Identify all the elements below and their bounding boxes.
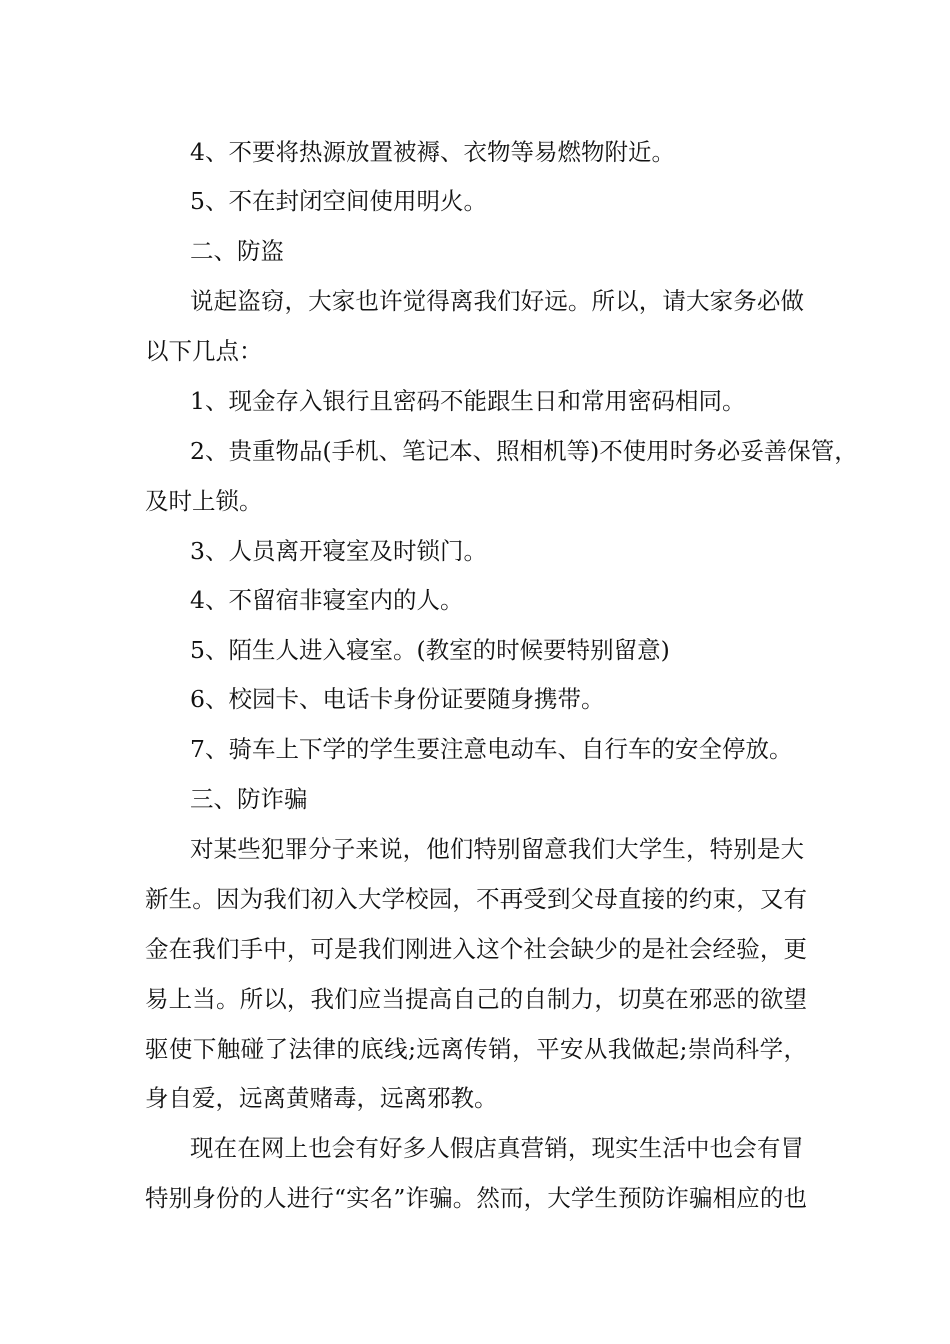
list-item-theft-4: 4、不留宿非寝室内的人。 <box>190 586 464 614</box>
list-item-theft-6: 6、校园卡、电话卡身份证要随身携带。 <box>190 685 605 713</box>
list-item-theft-7: 7、骑车上下学的学生要注意电动车、自行车的安全停放。 <box>190 735 793 763</box>
paragraph-line: 驱使下触碰了法律的底线;远离传销，平安从我做起;崇尚科学， <box>145 1035 807 1063</box>
paragraph-line: 以下几点： <box>145 337 263 365</box>
paragraph-line: 身自爱，远离黄赌毒，远离邪教。 <box>145 1084 498 1112</box>
list-item-fire-4: 4、不要将热源放置被褥、衣物等易燃物附近。 <box>190 138 675 166</box>
paragraph-line: 现在在网上也会有好多人假店真营销，现实生活中也会有冒 <box>190 1134 804 1162</box>
section-heading-theft: 二、防盗 <box>190 237 284 265</box>
paragraph-line: 金在我们手中，可是我们刚进入这个社会缺少的是社会经验，更 <box>145 935 807 963</box>
paragraph-line: 说起盗窃，大家也许觉得离我们好远。所以，请大家务必做 <box>190 287 804 315</box>
list-item-theft-5: 5、陌生人进入寝室。(教室的时候要特别留意) <box>190 636 670 664</box>
list-item-theft-2: 2、贵重物品(手机、笔记本、照相机等)不使用时务必妥善保管， <box>190 437 858 465</box>
paragraph-line: 易上当。所以，我们应当提高自己的自制力，切莫在邪恶的欲望 <box>145 985 807 1013</box>
paragraph-line: 新生。因为我们初入大学校园，不再受到父母直接的约束，又有 <box>145 885 807 913</box>
paragraph-line: 及时上锁。 <box>145 487 263 515</box>
paragraph-line: 特别身份的人进行“实名”诈骗。然而，大学生预防诈骗相应的也 <box>145 1184 807 1212</box>
paragraph-line: 对某些犯罪分子来说，他们特别留意我们大学生，特别是大 <box>190 835 804 863</box>
list-item-theft-1: 1、现金存入银行且密码不能跟生日和常用密码相同。 <box>190 387 746 415</box>
list-item-theft-3: 3、人员离开寝室及时锁门。 <box>190 537 487 565</box>
section-heading-fraud: 三、防诈骗 <box>190 785 308 813</box>
list-item-fire-5: 5、不在封闭空间使用明火。 <box>190 187 487 215</box>
